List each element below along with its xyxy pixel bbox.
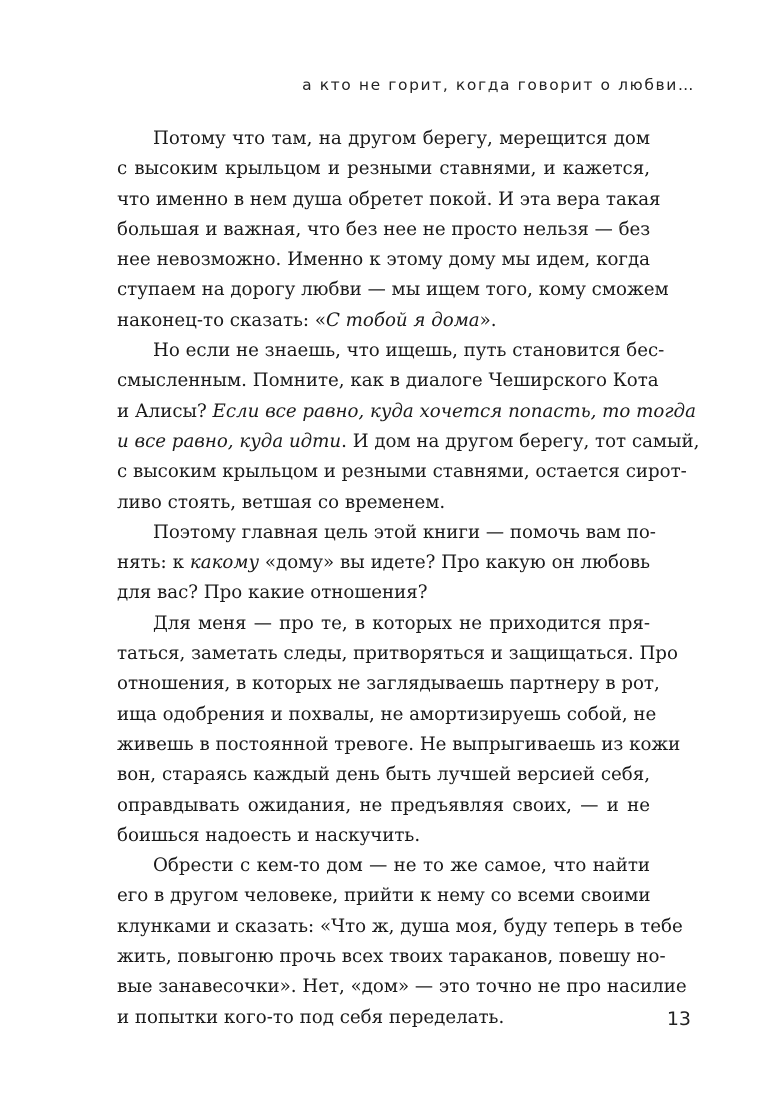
text-line [117,397,696,427]
text-segment: ища одобрения и похвалы, не амортизируешь собой, не [117,703,657,725]
text-line [117,306,650,336]
text-line [117,609,650,639]
text-segment: с высоким крыльцом и резными ставнями, и кажется, [117,158,650,180]
italic-text: какому [189,552,260,574]
text-line [117,942,666,972]
text-segment: и попытки кого-то под себя переделать. [117,1006,505,1028]
text-line [117,760,650,790]
running-header: а кто не горит, когда говорит о любви… [302,76,695,94]
text-line [117,336,665,366]
text-segment: клунками и сказать: «Что ж, душа моя, буду теперь в тебе [117,915,683,937]
text-segment: отношения, в которых не заглядываешь партнеру в рот, [117,673,660,695]
text-segment: большая и важная, что без нее не просто нельзя — без [117,218,651,240]
text-segment: с высоким крыльцом и резными ставнями, остается сирот- [117,461,687,483]
text-segment: таться, заметать следы, притворяться и защищаться. Про [117,643,678,665]
text-line [117,245,650,275]
text-segment: Поэтому главная цель этой книги — помочь вам по- [153,521,656,543]
text-segment: Но если не знаешь, что ищешь, путь становится бес- [153,340,665,362]
text-line [117,639,678,669]
page-number: 13 [666,1008,691,1030]
text-segment: ливо стоять, ветшая со временем. [117,491,446,513]
text-segment: ». [479,309,497,331]
text-segment: его в другом человеке, прийти к нему со всеми своими [117,885,651,907]
italic-text: Если все равно, куда хочется попасть, то тогда [212,400,696,422]
text-line [117,1003,650,1033]
text-segment: вые занавесочки». Нет, «дом» — это точно не про насилие [117,976,687,998]
text-line [117,972,687,1002]
text-line [117,518,656,548]
text-line [117,185,661,215]
text-segment: живешь в постоянной тревоге. Не выпрыгиваешь из кожи [117,733,681,755]
text-line [117,215,650,245]
text-line [117,881,650,911]
text-segment: наконец-то сказать: « [117,309,326,331]
italic-text: С тобой я дома [325,309,480,331]
text-segment: для вас? Про какие отношения? [117,582,428,604]
text-segment: нее невозможно. Именно к этому дому мы идем, когда [117,249,650,271]
text-line [117,578,650,608]
text-segment: боишься надоесть и наскучить. [117,824,421,846]
text-line [117,124,650,154]
text-segment: оправдывать ожидания, не предъявляя своих, — и не [117,794,650,816]
text-line [117,366,659,396]
text-segment: . И дом на другом берегу, тот самый, [341,430,700,452]
text-line [117,427,700,457]
text-segment: вон, стараясь каждый день быть лучшей версией себя, [117,764,650,786]
text-line [117,730,681,760]
text-line [117,821,650,851]
text-segment: Для меня — про те, в которых не приходится пря- [153,612,650,634]
text-line [117,791,650,821]
text-segment: «дому» вы идете? Про какую он любовь [259,552,650,574]
text-segment: ступаем на дорогу любви — мы ищем того, кому сможем [117,279,669,301]
text-segment: Обрести с кем-то дом — не то же самое, что найти [153,855,650,877]
text-segment: Потому что там, на другом берегу, мерещится дом [153,128,650,149]
text-segment: нять: к [117,552,190,574]
text-line [117,488,650,518]
text-line [117,457,687,487]
text-line [117,851,650,881]
text-segment: и Алисы? [117,400,213,422]
text-segment: смысленным. Помните, как в диалоге Чеширского Кота [117,370,659,392]
text-line [117,700,657,730]
italic-text: и все равно, куда идти [117,430,342,452]
text-line [117,669,660,699]
text-segment: жить, повыгоню прочь всех твоих тараканов, повешу но- [117,946,666,968]
text-line [117,548,650,578]
text-line [117,154,650,184]
text-segment: что именно в нем душа обретет покой. И эта вера такая [117,188,661,210]
text-line [117,912,683,942]
text-line [117,275,669,305]
